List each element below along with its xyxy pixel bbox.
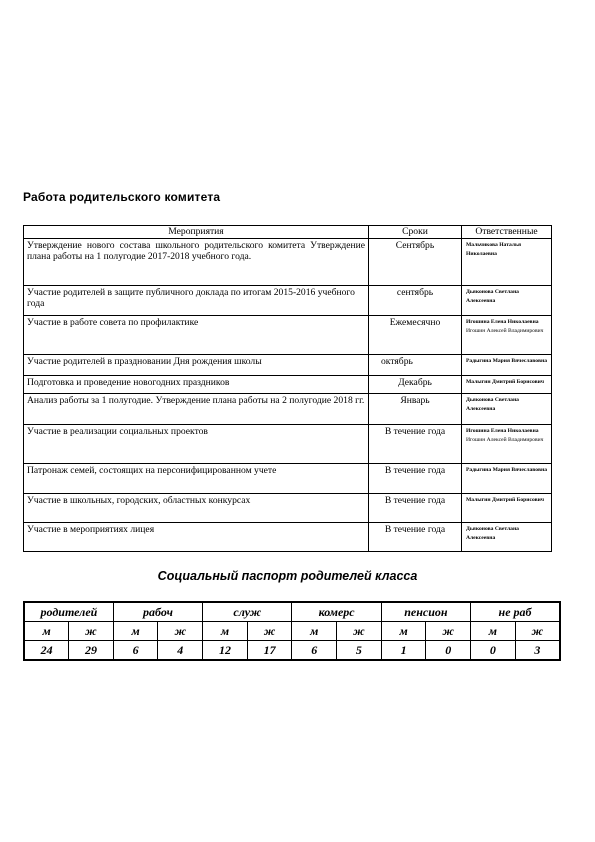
table-row [24,285,552,315]
event-cell: Участие в школьных, городских, областных конкурсах [24,493,369,522]
value-cell: 4 [158,641,203,661]
passport-group-row [24,602,560,622]
date-cell: В течение года [369,463,462,493]
table-row [24,522,552,551]
value-cell: 5 [337,641,382,661]
responsible-name: Дьяконова Светлана Алексеевна [466,288,519,304]
responsible-cell [462,354,552,375]
date-cell: Сентябрь [369,238,462,285]
value-cell: 6 [292,641,337,661]
date-cell: Январь [369,393,462,424]
sub-header: м [203,622,248,641]
event-cell: Участие в работе совета по профилактике [24,315,369,354]
responsible-name: Малыгин Дмитрий Борисович [466,378,545,385]
value-cell: 1 [381,641,426,661]
event-cell: Участие родителей в защите публичного доклада по итогам 2015-2016 учебного года [24,285,369,315]
section-title-passport: Социальный паспорт родителей класса [157,569,418,583]
responsible-name: Мальчикова Наталья Николаевна [466,241,521,257]
table-row [24,315,552,354]
date-cell: В течение года [369,493,462,522]
responsible-cell [462,375,552,393]
value-cell: 3 [515,641,560,661]
sub-header: м [24,622,69,641]
date-cell: Ежемесячно [369,315,462,354]
event-cell: Участие в мероприятиях лицея [24,522,369,551]
sub-header: ж [158,622,203,641]
event-cell: Подготовка и проведение новогодних праздников [24,375,369,393]
responsible-name: Малыгин Дмитрий Борисович [466,496,545,503]
group-header: комерс [292,602,381,622]
responsible-name: Игошина Елена Николаевна [466,318,539,325]
responsible-cell [462,238,552,285]
sub-header: ж [247,622,292,641]
group-header: пенсион [381,602,470,622]
responsible-cell [462,424,552,463]
header-dates: Сроки [369,226,462,239]
date-cell: В течение года [369,522,462,551]
group-header: не раб [471,602,560,622]
table-row [24,354,552,375]
responsible-cell [462,522,552,551]
value-cell: 12 [203,641,248,661]
passport-values-row [24,641,560,661]
header-events: Мероприятия [24,226,369,239]
value-cell: 24 [24,641,69,661]
event-cell: Участие родителей в праздновании Дня рождения школы [24,354,369,375]
table-row [24,238,552,285]
event-cell: Анализ работы за 1 полугодие. Утверждение плана работы на 2 полугодие 2018 гг. [24,393,369,424]
committee-plan-table [23,225,552,552]
date-cell: сентябрь [369,285,462,315]
sub-header: ж [515,622,560,641]
responsible-name: Дьяконова Светлана Алексеевна [466,396,519,412]
table-header-row [24,226,552,239]
table-row [24,393,552,424]
sub-header: м [381,622,426,641]
value-cell: 0 [426,641,471,661]
header-responsible: Ответственные [462,226,552,239]
sub-header: ж [426,622,471,641]
sub-header: м [471,622,516,641]
responsible-name: Игошина Елена Николаевна [466,427,539,434]
responsible-cell [462,493,552,522]
responsible-cell [462,315,552,354]
section-title-committee: Работа родительского комитета [23,190,221,204]
date-cell: Декабрь [369,375,462,393]
event-cell: Патронаж семей, состоящих на персонифицированном учете [24,463,369,493]
responsible-name: Радыгина Мария Вячеславовна [466,466,547,473]
date-cell: октябрь [369,354,462,375]
responsible-name: Дьяконова Светлана Алексеевна [466,525,519,541]
value-cell: 29 [69,641,114,661]
responsible-name: Радыгина Мария Вячеславовна [466,357,547,364]
value-cell: 17 [247,641,292,661]
table-row [24,424,552,463]
date-cell: В течение года [369,424,462,463]
group-header: служ [203,602,292,622]
passport-subheader-row [24,622,560,641]
group-header: родителей [24,602,113,622]
sub-header: м [113,622,158,641]
value-cell: 0 [471,641,516,661]
event-cell: Утверждение нового состава школьного родительского комитета Утверждение плана работы на 1 полугодие 2017-2018 учебного года. [24,238,369,285]
table-row [24,375,552,393]
responsible-name-2: Игошин Алексей Владимирович [466,436,544,443]
group-header: рабоч [113,602,202,622]
responsible-cell [462,463,552,493]
sub-header: м [292,622,337,641]
sub-header: ж [337,622,382,641]
social-passport-table [23,601,561,661]
table-row [24,463,552,493]
responsible-name-2: Игошин Алексей Владимирович [466,327,544,334]
value-cell: 6 [113,641,158,661]
responsible-cell [462,285,552,315]
sub-header: ж [69,622,114,641]
table-row [24,493,552,522]
responsible-cell [462,393,552,424]
event-cell: Участие в реализации социальных проектов [24,424,369,463]
